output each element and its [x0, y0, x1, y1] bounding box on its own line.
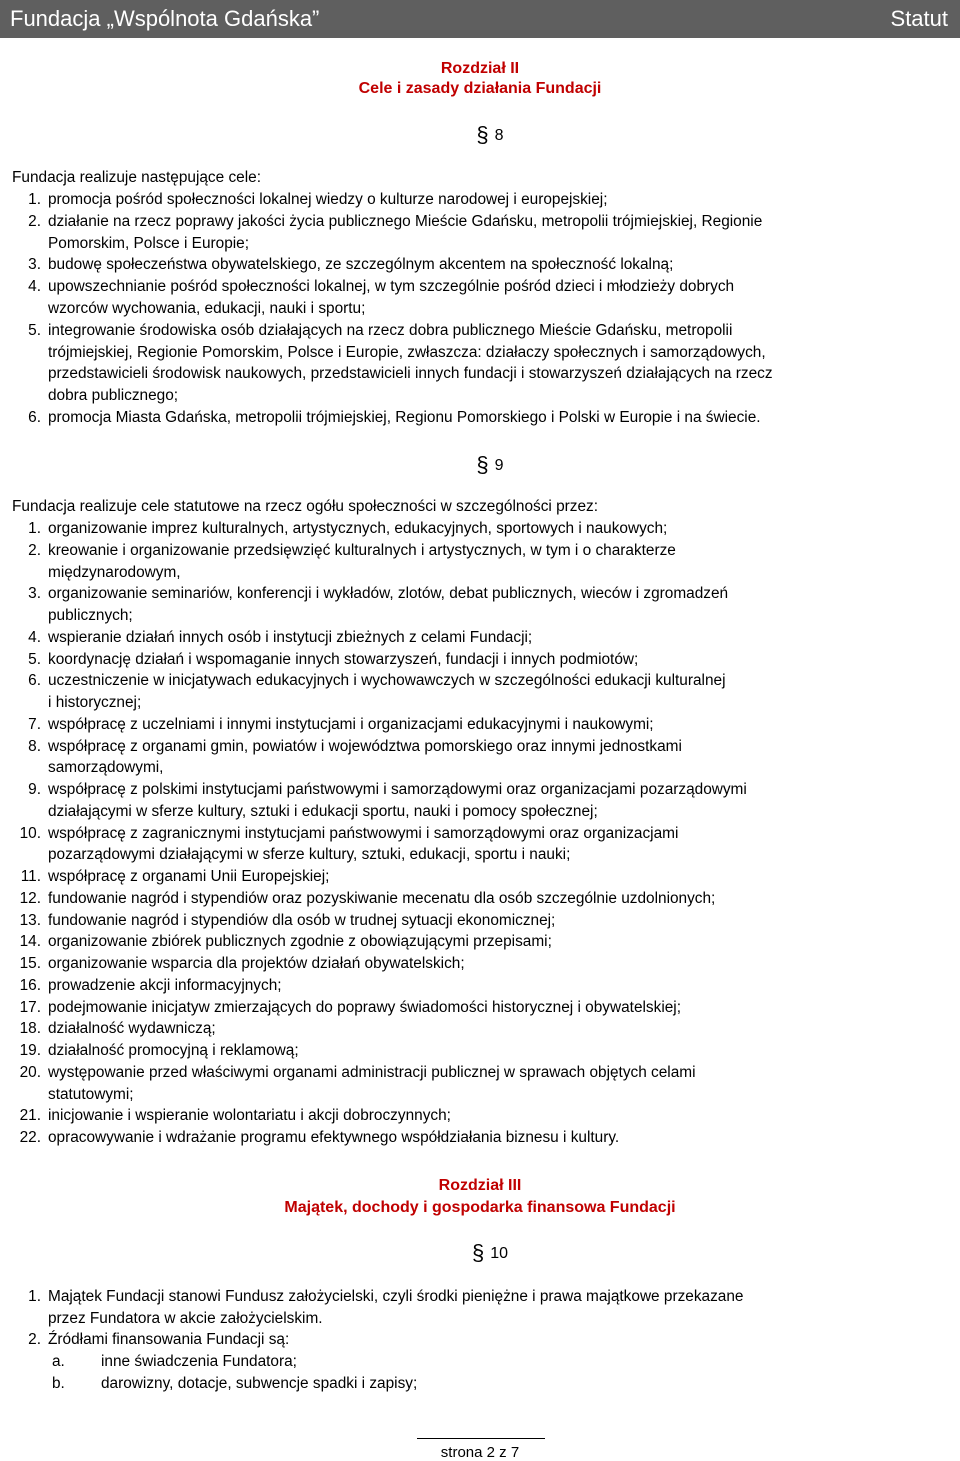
list-item-number: 2.	[28, 541, 41, 559]
section-intro: Fundacja realizuje następujące cele:	[12, 169, 261, 186]
list-item-text: upowszechnianie pośród społeczności lokalnej, w tym szczególnie pośród dzieci i młodzieży dobrych	[48, 278, 735, 296]
section-number: 10	[490, 1245, 509, 1262]
chapter-2-subtitle: Cele i zasady działania Fundacji	[358, 80, 602, 97]
list-item-text: fundowanie nagród i stypendiów oraz pozyskiwanie mecenatu dla osób szczególnie uzdolnionych;	[48, 889, 716, 907]
list-item-number: 2.	[28, 1331, 41, 1349]
list-item-text: i historycznej;	[48, 694, 142, 711]
list-item-text: współpracę z zagranicznymi instytucjami państwowymi i samorządowymi oraz organizacjami	[48, 824, 679, 842]
list-item-text: organizowanie seminariów, konferencji i wykładów, zlotów, debat publicznych, wieców i zgromadzeń	[48, 585, 729, 603]
list-item-number: 16.	[19, 976, 41, 994]
list-item-text: działalność promocyjną i reklamową;	[48, 1042, 299, 1059]
section-symbol: §	[471, 1240, 485, 1265]
list-item-text: działającymi w sferze kultury, sztuki i edukacji sportu, nauki i pomocy społecznej;	[48, 802, 598, 820]
list-item-number: 20.	[19, 1063, 41, 1081]
section-number: 8	[494, 127, 504, 144]
list-item-text: wzorców wychowania, edukacji, nauki i sportu;	[48, 300, 366, 317]
list-item-text: fundowanie nagród i stypendiów dla osób w trudnej sytuacji ekonomicznej;	[48, 911, 556, 929]
page-number: strona 2 z 7	[440, 1444, 520, 1461]
list-item-number: 8.	[28, 737, 41, 755]
list-item-number: 6.	[28, 672, 41, 690]
list-item-number: 1.	[28, 520, 41, 537]
list-item-number: 13.	[19, 911, 41, 929]
list-item-number: 7.	[28, 715, 41, 733]
list-item-text: występowanie przed właściwymi organami administracji publicznej w sprawach objętych celami	[48, 1063, 696, 1081]
list-item-number: 18.	[19, 1020, 41, 1038]
list-item-text: przez Fundatora w akcie założycielskim.	[48, 1309, 323, 1327]
list-item-number: 12.	[19, 889, 41, 907]
list-item-number: 1.	[28, 191, 41, 208]
section-8-heading	[0, 122, 960, 148]
list-item-text: dobra publicznego;	[48, 387, 179, 405]
list-item-text: działalność wydawniczą;	[48, 1020, 216, 1038]
list-item-number: 11.	[20, 868, 41, 885]
list-item-number: 2.	[28, 212, 41, 230]
list-item-text: Pomorskim, Polsce i Europie;	[48, 234, 250, 252]
list-item-text: Majątek Fundacji stanowi Fundusz założycielski, czyli środki pieniężne i prawa majątkowe przekazane	[48, 1288, 744, 1305]
list-item-text: prowadzenie akcji informacyjnych;	[48, 976, 282, 994]
list-item-number: 10.	[19, 824, 41, 842]
section-intro: Fundacja realizuje cele statutowe na rzecz ogółu społeczności w szczególności przez:	[12, 498, 598, 515]
chapter-2-title: Rozdział II	[440, 60, 520, 77]
list-item-number: 14.	[19, 933, 41, 951]
list-item-text: podejmowanie inicjatyw zmierzających do poprawy świadomości historycznej i obywatelskiej;	[48, 998, 681, 1016]
list-item-number: 3.	[28, 256, 41, 274]
header-organization-name: Fundacja „Wspólnota Gdańska”	[10, 6, 320, 31]
section-symbol: §	[476, 122, 489, 147]
list-item-text: organizowanie imprez kulturalnych, artystycznych, edukacyjnych, sportowych i naukowych;	[48, 520, 668, 537]
list-item-number: 22.	[19, 1129, 41, 1146]
sub-list-item-letter: b.	[52, 1374, 65, 1392]
list-item-text: trójmiejskiej, Regionie Pomorskim, Polsce i Europie, zwłaszcza: działaczy społecznych i samorządowych,	[48, 343, 766, 361]
list-item-number: 9.	[28, 781, 41, 798]
sub-list-item-letter: a.	[52, 1353, 65, 1371]
list-item-text: współpracę z organami Unii Europejskiej;	[48, 868, 330, 885]
list-item-text: współpracę z polskimi instytucjami państwowymi i samorządowymi oraz organizacjami pozarządowymi	[48, 781, 747, 798]
header-document-type: Statut	[890, 6, 948, 31]
list-item-number: 6.	[28, 409, 41, 426]
list-item-number: 19.	[19, 1042, 41, 1059]
sub-list-item-text: darowizny, dotacje, subwencje spadki i zapisy;	[101, 1374, 418, 1392]
list-item-number: 3.	[28, 585, 41, 603]
list-item-number: 4.	[28, 628, 41, 646]
list-item-text: publicznych;	[48, 607, 133, 624]
list-item-text: pozarządowymi działającymi w sferze kultury, sztuki, edukacji, sportu i nauki;	[48, 846, 571, 864]
section-9-heading	[0, 452, 960, 478]
list-item-number: 17.	[19, 998, 41, 1016]
list-item-number: 21.	[19, 1107, 41, 1125]
section-number: 9	[494, 457, 504, 474]
document-header	[0, 0, 960, 38]
list-item-text: Źródłami finansowania Fundacji są:	[48, 1331, 290, 1349]
list-item-text: organizowanie wsparcia dla projektów działań obywatelskich;	[48, 955, 465, 972]
list-item-text: integrowanie środowiska osób działających na rzecz dobra publicznego Mieście Gdańsku, metropolii	[48, 321, 733, 339]
list-item-number: 4.	[28, 278, 41, 296]
list-item-text: współpracę z organami gmin, powiatów i województwa pomorskiego oraz innymi jednostkami	[48, 737, 682, 755]
list-item-number: 1.	[28, 1288, 41, 1305]
list-item-text: kreowanie i organizowanie przedsięwzięć kulturalnych i artystycznych, w tym i o charakterze	[48, 541, 676, 559]
list-item-text: wspieranie działań innych osób i instytucji zbieżnych z celami Fundacji;	[48, 628, 533, 646]
section-10-heading	[0, 1240, 960, 1266]
list-item-text: koordynację działań i wspomaganie innych stowarzyszeń, fundacji i innych podmiotów;	[48, 650, 639, 668]
list-item-text: działanie na rzecz poprawy jakości życia publicznego Mieście Gdańsku, metropolii trójmiejskiej, Regionie	[48, 212, 763, 230]
list-item-text: promocja pośród społeczności lokalnej wiedzy o kulturze narodowej i europejskiej;	[48, 191, 608, 208]
chapter-3-title: Rozdział III	[438, 1177, 522, 1194]
list-item-number: 15.	[19, 955, 41, 972]
list-item-text: promocja Miasta Gdańska, metropolii trójmiejskiej, Regionu Pomorskiego i Polski w Europie i na świecie.	[48, 409, 761, 426]
sub-list-item-text: inne świadczenia Fundatora;	[101, 1353, 297, 1371]
list-item-text: przedstawicieli środowisk naukowych, przedstawicieli innych fundacji i stowarzyszeń działających na rzecz	[48, 365, 773, 383]
list-item-number: 5.	[28, 321, 41, 339]
list-item-text: międzynarodowym,	[48, 563, 181, 581]
list-item-text: organizowanie zbiórek publicznych zgodnie z obowiązującymi przepisami;	[48, 933, 552, 951]
list-item-text: opracowywanie i wdrażanie programu efektywnego współdziałania biznesu i kultury.	[48, 1129, 620, 1146]
footer-divider	[417, 1438, 545, 1439]
list-item-text: współpracę z uczelniami i innymi instytucjami i organizacjami edukacyjnymi i naukowymi;	[48, 715, 654, 733]
list-item-text: uczestniczenie w inicjatywach edukacyjnych i wychowawczych w szczególności edukacji kulturalnej	[48, 672, 726, 690]
list-item-text: budowę społeczeństwa obywatelskiego, ze szczególnym akcentem na społeczność lokalną;	[48, 256, 674, 274]
list-item-text: inicjowanie i wspieranie wolontariatu i akcji dobroczynnych;	[48, 1107, 451, 1125]
list-item-text: statutowymi;	[48, 1085, 134, 1103]
section-symbol: §	[476, 452, 489, 477]
list-item-text: samorządowymi,	[48, 759, 164, 777]
chapter-3-subtitle: Majątek, dochody i gospodarka finansowa Fundacji	[284, 1199, 676, 1216]
list-item-number: 5.	[28, 650, 41, 668]
